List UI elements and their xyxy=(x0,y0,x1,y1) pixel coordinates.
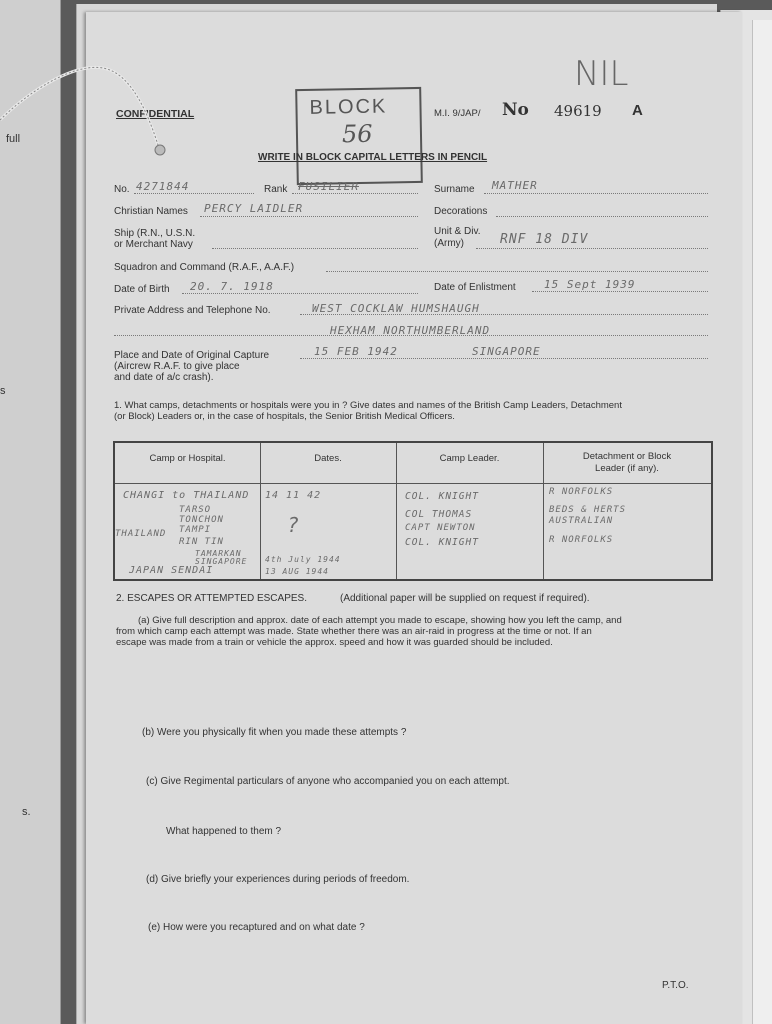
address-line-1[interactable]: WEST COCKLAW HUMSHAUGH xyxy=(312,302,480,315)
table-cell-date: 13 AUG 1944 xyxy=(265,567,329,576)
question-2b: (b) Were you physically fit when you made these attempts ? xyxy=(142,727,407,738)
pto-label: P.T.O. xyxy=(662,980,689,991)
table-cell-detachment: R NORFOLKS xyxy=(549,535,614,545)
question-1-line-2: (or Block) Leaders or, in the case of hospitals, the Senior British Medical Officers. xyxy=(114,411,455,422)
question-2c: (c) Give Regimental particulars of anyone who accompanied you on each attempt. xyxy=(146,776,510,787)
rank-label: Rank xyxy=(264,184,288,195)
address-line-2[interactable]: HEXHAM NORTHUMBERLAND xyxy=(330,324,491,337)
capture-label-2: (Aircrew R.A.F. to give place xyxy=(114,361,240,372)
tag-string xyxy=(0,60,180,170)
column-header: Detachment or Block xyxy=(582,451,672,462)
instruction-heading: WRITE IN BLOCK CAPITAL LETTERS IN PENCIL xyxy=(258,152,488,163)
christian-names-value[interactable]: PERCY LAIDLER xyxy=(204,202,304,215)
unit-label-2: (Army) xyxy=(434,238,464,249)
column-header: Dates. xyxy=(314,453,342,464)
question-2-title: 2. ESCAPES OR ATTEMPTED ESCAPES. xyxy=(116,593,307,604)
left-fragment: full xyxy=(6,133,21,145)
left-fragment: s. xyxy=(22,806,31,818)
question-2a-line-1: (a) Give full description and approx. date of each attempt you made to escape, showing how you left the camp, and xyxy=(138,615,622,626)
table-cell-leader: COL. KNIGHT xyxy=(405,491,479,502)
service-number[interactable]: 4271844 xyxy=(136,180,190,193)
left-fragment: s xyxy=(0,385,6,397)
table-cell-camp: THAILAND xyxy=(115,529,167,539)
table-cell-camp: CHANGI to THAILAND xyxy=(123,490,250,501)
capture-date[interactable]: 15 FEB 1942 xyxy=(314,345,398,358)
number-label: No xyxy=(502,100,529,120)
table-cell-date: 4th July 1944 xyxy=(265,555,341,564)
surname-label: Surname xyxy=(434,184,475,195)
nil-annotation: NIL xyxy=(574,54,629,94)
confidential-label: CONFIDENTIAL xyxy=(116,108,195,120)
table-cell-camp: RIN TIN xyxy=(179,537,224,547)
table-cell-camp: TARSO xyxy=(179,505,212,515)
question-2e: (e) How were you recaptured and on what date ? xyxy=(148,922,365,933)
table-cell-detachment: BEDS & HERTS xyxy=(549,505,627,515)
table-cell-detachment: AUSTRALIAN xyxy=(549,516,614,526)
table-cell-camp: TAMARKAN xyxy=(195,549,242,558)
question-2a-line-3: escape was made from a train or vehicle the approx. speed and how it was guarded should be included. xyxy=(116,637,553,648)
table-cell-leader: COL THOMAS xyxy=(405,509,473,520)
enlistment-label: Date of Enlistment xyxy=(434,282,516,293)
surname-value[interactable]: MATHER xyxy=(492,179,538,192)
ship-label-2: or Merchant Navy xyxy=(114,239,193,250)
christian-names-label: Christian Names xyxy=(114,206,188,217)
enlistment-value[interactable]: 15 Sept 1939 xyxy=(544,278,636,291)
unit-value[interactable]: RNF 18 DIV xyxy=(500,232,589,247)
table-cell-leader: CAPT NEWTON xyxy=(405,523,476,533)
stamp-number: 56 xyxy=(341,119,373,149)
column-header: Leader (if any). xyxy=(595,463,659,474)
question-2c-followup: What happened to them ? xyxy=(166,826,282,837)
camp-table xyxy=(113,441,713,581)
table-cell-camp: JAPAN SENDAI xyxy=(129,565,214,576)
no-label: No. xyxy=(114,184,130,195)
table-cell-camp: TONCHON xyxy=(179,515,224,525)
form-reference: M.I. 9/JAP/ xyxy=(434,108,481,119)
rank-value[interactable]: FUSILIER xyxy=(298,180,359,193)
right-page-edge xyxy=(752,20,772,1024)
question-2a-line-2: from which camp each attempt was made. State whether there was an air-raid in progress at the time or not. If an xyxy=(116,626,592,637)
question-1-line-1: 1. What camps, detachments or hospitals were you in ? Give dates and names of the British Camp Leaders, Detachment xyxy=(114,400,622,411)
stamp-text: BLOCK xyxy=(309,95,388,119)
date-of-birth-label: Date of Birth xyxy=(114,284,170,295)
question-2d: (d) Give briefly your experiences during periods of freedom. xyxy=(146,874,410,885)
column-header: Camp or Hospital. xyxy=(149,453,226,464)
ship-label: Ship (R.N., U.S.N. xyxy=(114,228,196,239)
decorations-label: Decorations xyxy=(434,206,488,217)
capture-place[interactable]: SINGAPORE xyxy=(472,345,541,358)
question-2-note: (Additional paper will be supplied on request if required). xyxy=(340,593,590,604)
block-stamp xyxy=(295,87,423,185)
table-cell-date: ? xyxy=(287,513,301,537)
table-cell-detachment: R NORFOLKS xyxy=(549,487,614,497)
table-cell-camp: SINGAPORE xyxy=(195,557,248,566)
table-cell-camp: TAMPI xyxy=(179,525,212,535)
capture-label: Place and Date of Original Capture xyxy=(114,350,270,361)
column-header: Camp Leader. xyxy=(439,453,500,464)
address-label: Private Address and Telephone No. xyxy=(114,305,271,316)
pow-questionnaire-form xyxy=(86,12,742,1024)
table-cell-date: 14 11 42 xyxy=(265,490,322,501)
document-suffix: A xyxy=(632,102,643,119)
date-of-birth-value[interactable]: 20. 7. 1918 xyxy=(190,280,274,293)
table-cell-leader: COL. KNIGHT xyxy=(405,537,479,548)
capture-label-3: and date of a/c crash). xyxy=(114,372,214,383)
document-number: 49619 xyxy=(554,102,602,120)
squadron-label: Squadron and Command (R.A.F., A.A.F.) xyxy=(114,262,295,273)
unit-label: Unit & Div. xyxy=(434,226,481,237)
